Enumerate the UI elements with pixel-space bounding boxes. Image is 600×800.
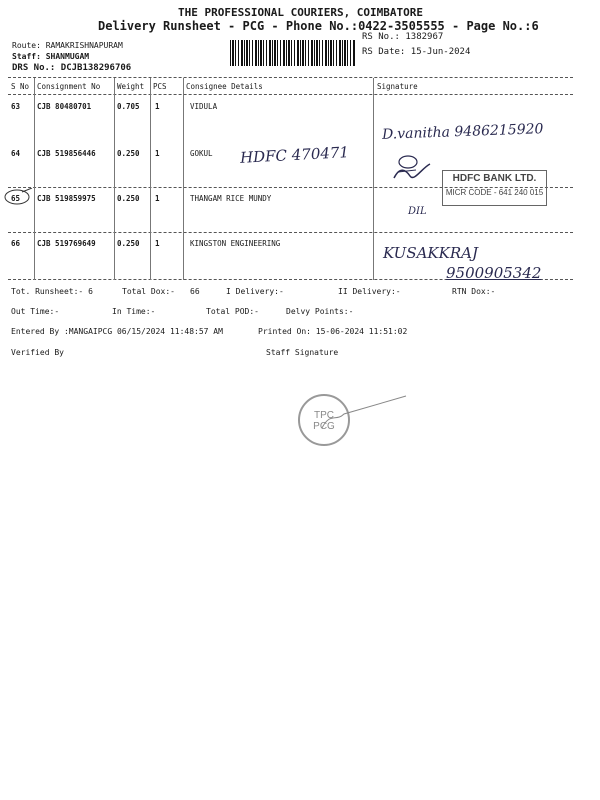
col-divider bbox=[373, 78, 374, 280]
handwritten-phone: 9500905342 bbox=[446, 264, 542, 282]
seal-text: TPC PCG bbox=[313, 410, 335, 432]
rs-no-value: 1382967 bbox=[405, 32, 444, 42]
row-sno: 63 bbox=[11, 102, 21, 111]
rs-date-row bbox=[362, 47, 470, 57]
rs-date-value: 15-Jun-2024 bbox=[410, 47, 471, 57]
table-top-rule bbox=[8, 77, 573, 78]
ii-delivery: II Delivery:- bbox=[338, 287, 401, 296]
tot-runsheet: Tot. Runsheet:- 6 bbox=[11, 287, 93, 296]
handwritten-signature: D.vanitha 9486215920 bbox=[381, 121, 544, 143]
col-divider bbox=[34, 78, 35, 280]
route-row bbox=[12, 41, 123, 50]
rs-date-label: RS Date: bbox=[362, 47, 406, 57]
row-sno: 65 bbox=[11, 194, 21, 203]
staff-label: Staff: bbox=[12, 52, 41, 61]
row-consignment: CJB 80480701 bbox=[37, 102, 92, 111]
staff-signature-label: Staff Signature bbox=[266, 348, 339, 357]
col-divider bbox=[183, 78, 184, 280]
handwritten-note: HDFC 470471 bbox=[239, 143, 350, 167]
col-header-weight: Weight bbox=[117, 82, 145, 91]
col-header-pcs: PCS bbox=[153, 82, 167, 91]
rs-no-row bbox=[362, 32, 443, 42]
verified-by: Verified By bbox=[11, 348, 64, 357]
stamp-micr: MICR CODE - 641 240 015 bbox=[445, 188, 544, 197]
bank-stamp bbox=[442, 170, 547, 206]
handwritten-initials: DIL bbox=[408, 206, 427, 217]
total-dox-label: Total Dox:- bbox=[122, 287, 175, 296]
row-pcs: 1 bbox=[155, 149, 160, 158]
row-weight: 0.250 bbox=[117, 239, 140, 248]
col-header-signature: Signature bbox=[377, 82, 418, 91]
scribble-signature bbox=[386, 148, 436, 184]
row-sno: 64 bbox=[11, 149, 21, 158]
col-divider bbox=[150, 78, 151, 280]
seal-signature-stroke bbox=[320, 392, 410, 432]
company-title: THE PROFESSIONAL COURIERS, COIMBATORE bbox=[178, 6, 424, 19]
col-divider bbox=[114, 78, 115, 280]
runsheet-subtitle: Delivery Runsheet - PCG - Phone No.:0422-3505555 - Page No.:6 bbox=[98, 19, 539, 33]
printed-on: Printed On: 15-06-2024 11:51:02 bbox=[258, 327, 408, 336]
row-pcs: 1 bbox=[155, 239, 160, 248]
out-time: Out Time:- bbox=[11, 307, 60, 316]
col-header-sno: S No bbox=[11, 82, 30, 91]
col-header-consignee: Consignee Details bbox=[186, 82, 263, 91]
rs-no-label: RS No.: bbox=[362, 32, 400, 42]
drs-row bbox=[12, 63, 131, 73]
row-weight: 0.250 bbox=[117, 194, 140, 203]
in-time: In Time:- bbox=[112, 307, 156, 316]
row-consignment: CJB 519769649 bbox=[37, 239, 96, 248]
barcode bbox=[230, 40, 356, 66]
row-consignee: GOKUL bbox=[190, 149, 213, 158]
total-pod: Total POD:- bbox=[206, 307, 259, 316]
row-weight: 0.705 bbox=[117, 102, 140, 111]
i-delivery: I Delivery:- bbox=[226, 287, 284, 296]
stamp-bank-name: HDFC BANK LTD. bbox=[452, 173, 537, 184]
drs-value: DCJB138296706 bbox=[60, 63, 132, 73]
row-pcs: 1 bbox=[155, 194, 160, 203]
staff-row bbox=[12, 52, 89, 61]
route-value: RAMAKRISHNAPURAM bbox=[45, 41, 123, 50]
row-consignee: VIDULA bbox=[190, 102, 218, 111]
row-consignment: CJB 519859975 bbox=[37, 194, 96, 203]
row-consignee: KINGSTON ENGINEERING bbox=[190, 239, 281, 248]
row-rule bbox=[8, 232, 573, 233]
col-header-consignment: Consignment No bbox=[37, 82, 101, 91]
drs-label: DRS No.: bbox=[12, 63, 56, 73]
handwritten-name: KUSAKKRAJ bbox=[383, 244, 478, 262]
row-consignment: CJB 519856446 bbox=[37, 149, 96, 158]
row-weight: 0.250 bbox=[117, 149, 140, 158]
row-pcs: 1 bbox=[155, 102, 160, 111]
row-sno: 66 bbox=[11, 239, 21, 248]
entered-by: Entered By :MANGAIPCG 06/15/2024 11:48:57 AM bbox=[11, 327, 223, 336]
route-label: Route: bbox=[12, 41, 41, 50]
row-consignee: THANGAM RICE MUNDY bbox=[190, 194, 272, 203]
delvy-points: Delvy Points:- bbox=[286, 307, 354, 316]
total-dox-value: 66 bbox=[190, 287, 200, 296]
staff-value: SHANMUGAM bbox=[45, 52, 90, 61]
rtn-dox: RTN Dox:- bbox=[452, 287, 496, 296]
header-rule bbox=[8, 94, 573, 95]
